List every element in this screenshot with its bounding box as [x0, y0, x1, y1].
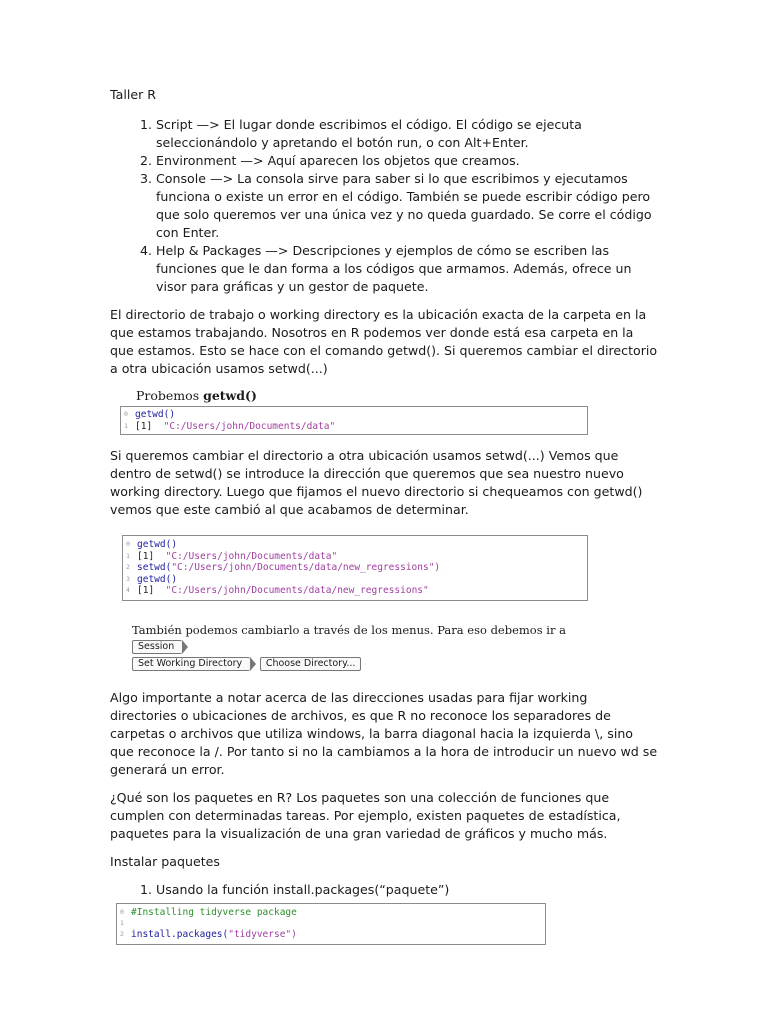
install-steps-list	[110, 881, 658, 899]
figure-setwd	[122, 535, 588, 601]
figure-caption: Probemos getwd()	[136, 388, 257, 403]
document-title: Taller R	[110, 87, 157, 102]
set-working-directory-menu-item[interactable]: Set Working Directory	[132, 657, 250, 671]
code-block	[116, 903, 546, 945]
code-line: 0 #Installing tidyverse package	[120, 906, 297, 918]
paragraph-working-directory: El directorio de trabajo o working directory es la ubicación exacta de la carpeta en la que estamos trabajando. Nosotros en R podemos ver donde está esa carpeta en la que estamos. Esto se hace con el comando getwd(). Si queremos cambiar el directorio a otra ubicación usamos setwd(...)	[110, 307, 658, 376]
code-line: 1	[120, 918, 124, 927]
list-item: 2. Environment —> Aquí aparecen los objetos que creamos.	[156, 152, 658, 170]
list-item: 3. Console —> La consola sirve para saber si lo que escribimos y ejecutamos funciona o existe un error en el código. También se puede escribir código pero que solo queremos ver una única vez y no queda guardado. Se corre el código con Enter.	[156, 170, 658, 242]
paragraph-setwd: Si queremos cambiar el directorio a otra ubicación usamos setwd(...) Vemos que dentro de setwd() se introduce la dirección que queremos que sea nuestro nuevo working directory. Luego que fijamos el nuevo directorio si chequeamos con getwd() vemos que este cambió al que acabamos de determinar.	[110, 448, 643, 517]
list-item: 1. Script —> El lugar donde escribimos el código. El código se ejecuta seleccionándolo y apretando el botón run, o con Alt+Enter.	[156, 116, 658, 152]
code-line: 2 install.packages("tidyverse")	[120, 928, 297, 940]
rstudio-panels-list	[110, 116, 658, 296]
code-block	[120, 406, 588, 435]
figure-getwd	[120, 388, 588, 435]
list-item: 1. Usando la función install.packages(“paquete”)	[156, 881, 658, 899]
code-block	[122, 535, 588, 601]
paragraph-slash: Algo importante a notar acerca de las direcciones usadas para fijar working directories o ubicaciones de archivos, es que R no reconoce los separadores de carpetas o archivos que utiliza windows, la barra diagonal hacia la izquierda \, sino que reconoce la /. Por tanto si no la cambiamos a la hora de introducir un nuevo wd se generará un error.	[110, 689, 658, 777]
document-body	[110, 86, 658, 945]
code-line: 0 getwd()	[126, 539, 178, 550]
code-line: 2 setwd("C:/Users/john/Documents/data/new_regressions")	[126, 562, 441, 573]
figure-install-packages	[116, 903, 546, 945]
menu-instruction: También podemos cambiarlo a través de los menus. Para eso debemos ir a Session	[132, 622, 566, 652]
code-line: 1 [1] "C:/Users/john/Documents/data"	[124, 420, 336, 432]
install-heading: Instalar paquetes	[110, 853, 220, 869]
choose-directory-menu-item[interactable]: Choose Directory...	[260, 657, 362, 671]
code-line: 0 getwd()	[124, 409, 176, 420]
session-menu-button[interactable]: Session	[132, 640, 182, 654]
code-line: 4 [1] "C:/Users/john/Documents/data/new_regressions"	[126, 585, 429, 596]
code-line: 3 getwd()	[126, 573, 178, 585]
paragraph-packages: ¿Qué son los paquetes en R? Los paquetes son una colección de funciones que cumplen con determinadas tareas. Por ejemplo, existen paquetes de estadística, paquetes para la visualización de una gran variedad de gráficos y mucho más.	[110, 789, 621, 841]
list-item: 4. Help & Packages —> Descripciones y ejemplos de cómo se escriben las funciones que le dan forma a los códigos que armamos. Además, ofrece un visor para gráficas y un gestor de paquete.	[156, 242, 658, 296]
code-line: 1 [1] "C:/Users/john/Documents/data"	[126, 550, 338, 562]
menu-path-row	[132, 655, 572, 671]
figure-menu-path	[132, 623, 572, 671]
